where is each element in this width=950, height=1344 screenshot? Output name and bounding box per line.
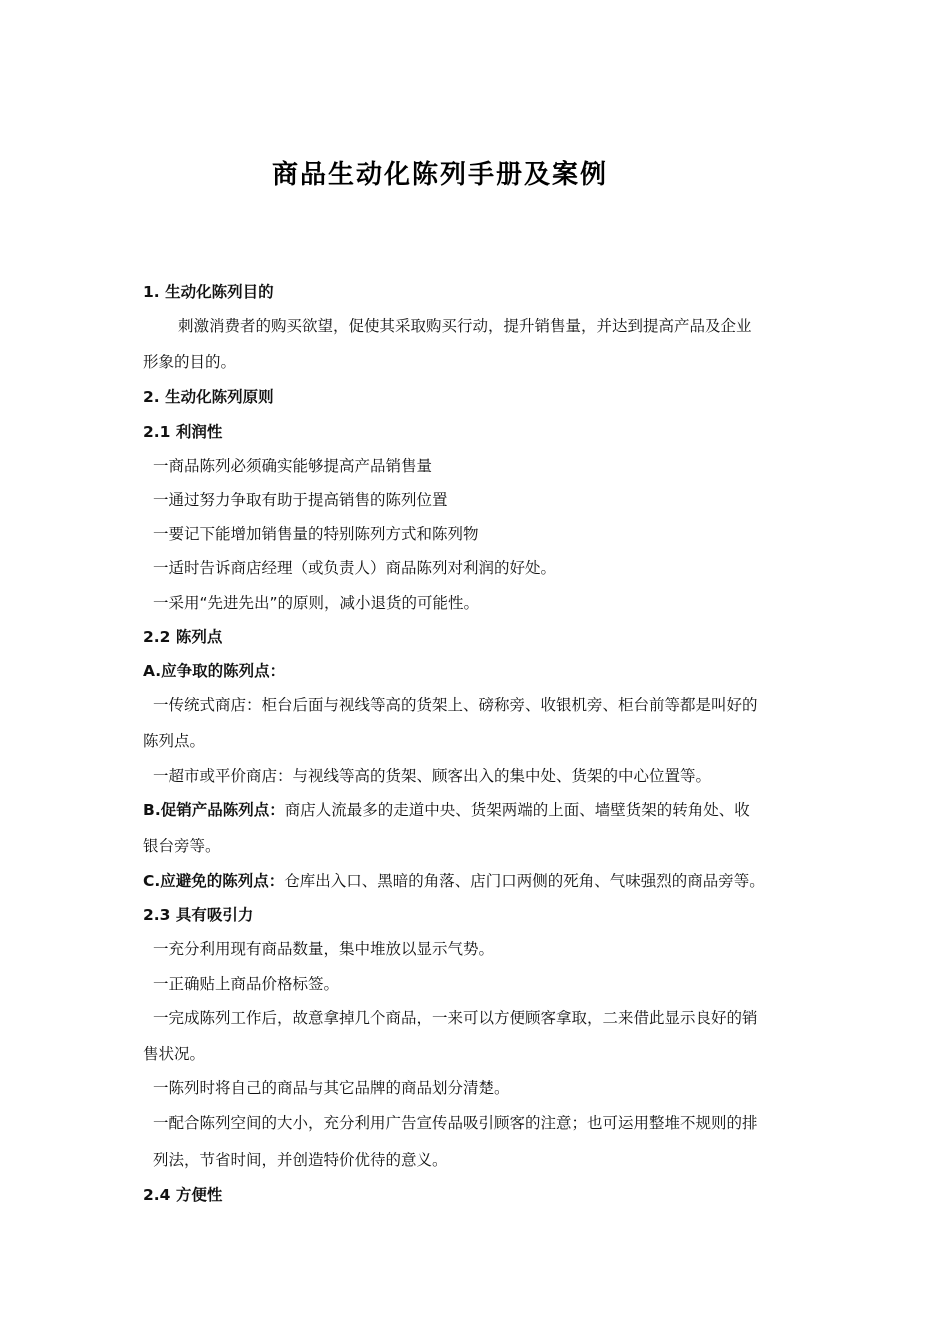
section-2-2-heading: 2.2 陈列点 [143,628,223,646]
subsection-c-text: 仓库出入口、黑暗的角落、店门口两侧的死角、气味强烈的商品旁等。 [284,872,765,890]
section-2-heading: 2. 生动化陈列原则 [143,388,274,406]
list-item: 一商品陈列必须确实能够提高产品销售量 [153,457,433,475]
list-item: 一传统式商店：柜台后面与视线等高的货架上、磅称旁、收银机旁、柜台前等都是叫好的 [153,696,758,714]
list-item-continuation: 列法，节省时间，并创造特价优待的意义。 [153,1151,448,1169]
list-item: 一超市或平价商店：与视线等高的货架、顾客出入的集中处、货架的中心位置等。 [153,767,712,785]
subsection-c-label: C.应避免的陈列点： [143,872,285,890]
list-item-continuation: 售状况。 [143,1045,206,1063]
subsection-b-line-2: 银台旁等。 [143,837,221,855]
section-2-3-heading: 2.3 具有吸引力 [143,906,254,924]
list-item: 一要记下能增加销售量的特别陈列方式和陈列物 [153,525,479,543]
list-item: 一正确贴上商品价格标签。 [153,975,340,993]
section-2-4-heading: 2.4 方便性 [143,1186,223,1204]
section-1-paragraph-line-2: 形象的目的。 [143,353,237,371]
document-title: 商品生动化陈列手册及案例 [271,160,608,190]
list-item: 一完成陈列工作后，故意拿掉几个商品，一来可以方便顾客拿取，二来借此显示良好的销 [153,1009,758,1027]
subsection-c-line [143,871,813,891]
subsection-b-text: 商店人流最多的走道中央、货架两端的上面、墙壁货架的转角处、收 [284,801,750,819]
list-item: 一配合陈列空间的大小，充分利用广告宣传品吸引顾客的注意；也可运用整堆不规则的排 [153,1114,758,1132]
subsection-a-heading: A.应争取的陈列点： [143,662,286,680]
section-1-heading: 1. 生动化陈列目的 [143,283,274,301]
subsection-b-line-1 [143,800,813,820]
list-item-continuation: 陈列点。 [143,732,206,750]
list-item: 一充分利用现有商品数量，集中堆放以显示气势。 [153,940,495,958]
subsection-b-label: B.促销产品陈列点： [143,801,285,819]
list-item: 一陈列时将自己的商品与其它品牌的商品划分清楚。 [153,1079,510,1097]
section-2-1-heading: 2.1 利润性 [143,423,223,441]
section-1-paragraph-line-1: 刺激消费者的购买欲望，促使其采取购买行动，提升销售量，并达到提高产品及企业 [178,317,752,335]
list-item: 一采用“先进先出”的原则，减小退货的可能性。 [153,594,480,612]
list-item: 一通过努力争取有助于提高销售的陈列位置 [153,491,448,509]
list-item: 一适时告诉商店经理（或负责人）商品陈列对利润的好处。 [153,559,557,577]
